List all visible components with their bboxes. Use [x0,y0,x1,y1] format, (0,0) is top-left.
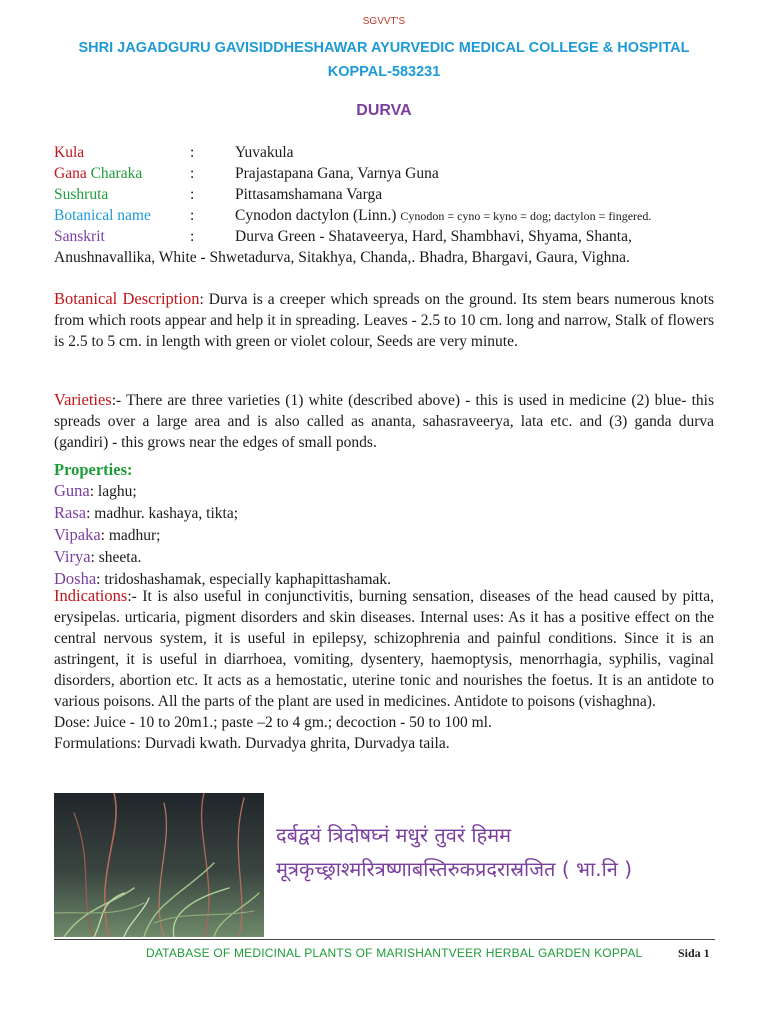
dose-line: Dose: Juice - 10 to 20m1.; paste –2 to 4 gm.; decoction - 50 to 100 ml. [54,714,492,731]
properties [54,459,714,590]
sanskrit-label: Sanskrit [54,228,105,245]
vipaka-row [54,524,714,546]
gana-value: Prajastapana Gana, Varnya Guna [235,165,439,182]
sanskrit-value: Durva Green - Shataveerya, Hard, Shambhavi, Shyama, Shanta, [235,228,632,245]
guna-row [54,480,714,502]
vipaka-value: : madhur; [100,527,161,544]
college-name [0,36,768,84]
varieties-label: Varieties [54,390,112,409]
separator: : [190,144,195,161]
vipaka-label: Vipaka [54,525,101,544]
kula-label: Kula [54,144,85,161]
indications-text: :- It is also useful in conjunctivitis, burning sensation, diseases of the head caused by pitta, erysipelas. urticaria, pigment disorders and skin diseases. Internal uses: As it has a positive effect on the central nervous system, it is useful in epilepsy, schizophrenia and painful conditions. Since it is an astringent, it is useful in diarrhoea, vomiting, dysentery, haemoptysis, menorrhagia, syphilis, vaginal disorders, abortion etc. It acts as a hemostatic, uterine tonic and nourishes the foetus. It is an antidote to various poisons. All the parts of the plant are used in medicines. Antidote to poisons (vishaghna). [54,588,714,710]
botanical-name-value: Cynodon dactylon (Linn.) [235,207,397,224]
botanical-name-note: Cynodon = cyno = kyno = dog; dactylon = fingered. [400,209,652,223]
virya-label: Virya [54,547,91,566]
shloka-line-1: दर्बद्वयं त्रिदोषघ्नं मधुरं तुवरं हिमम [276,823,512,847]
sanskrit-shloka [276,818,716,886]
charaka-label: Charaka [86,165,143,182]
sanskrit-row [54,226,724,247]
sushruta-row [54,184,724,205]
indications [54,585,714,754]
dosha-value: : tridoshashamak, especially kaphapittashamak. [96,571,392,588]
rasa-value: : madhur. kashaya, tikta; [86,505,239,522]
kula-value: Yuvakula [235,144,294,161]
indications-label: Indications [54,586,128,605]
separator: : [190,186,195,203]
guna-label: Guna [54,481,90,500]
footer-divider [54,939,715,940]
gana-row [54,163,724,184]
properties-heading: Properties: [54,460,133,479]
separator: : [190,165,195,182]
virya-row [54,546,714,568]
kula-row [54,142,724,163]
botanical-name-label: Botanical name [54,207,151,224]
durva-grass-photo [54,793,264,937]
rasa-row [54,502,714,524]
page-number: Sida 1 [678,946,710,960]
botanical-description [54,288,714,352]
college-line-2: KOPPAL-583231 [327,64,441,80]
footer-database-title: DATABASE OF MEDICINAL PLANTS OF MARISHANTVEER HERBAL GARDEN KOPPAL [146,946,643,960]
virya-value: : sheeta. [90,549,142,566]
sanskrit-continuation: Anushnavallika, White - Shwetadurva, Sitakhya, Chanda,. Bhadra, Bhargavi, Gaura, Vighna. [54,249,630,266]
separator: : [190,228,195,245]
sushruta-label: Sushruta [54,186,109,203]
botanical-description-text: : Durva is a creeper which spreads on the ground. Its stem bears numerous knots from which roots appear and help it in spreading. Leaves - 2.5 to 10 cm. long and narrow, Stalk of flowers is 2.5 to 5 cm. in length with green or violet colour, Seeds are very minute. [54,291,714,350]
org-short-name: SGVVT'S [362,16,406,27]
rasa-label: Rasa [54,503,87,522]
formulations-line: Formulations: Durvadi kwath. Durvadya ghrita, Durvadya taila. [54,735,450,752]
separator: : [190,207,195,224]
botanical-description-label: Botanical Description [54,289,200,308]
guna-value: : laghu; [89,483,137,500]
dosha-label: Dosha [54,569,97,588]
sushruta-value: Pittasamshamana Varga [235,186,383,203]
plant-title: DURVA [356,102,412,119]
college-line-1: SHRI JAGADGURU GAVISIDDHESHAWAR AYURVEDIC MEDICAL COLLEGE & HOSPITAL [78,40,690,56]
varieties [54,389,714,453]
gana-label: Gana [54,165,87,182]
shloka-line-2: मूत्रकृच्छ्राश्मरित्रष्णाबस्तिरुकप्रदरास्रजित ( भा.नि ) [276,857,633,881]
botanical-name-row [54,205,724,227]
varieties-text: :- There are three varieties (1) white (described above) - this is used in medicine (2) blue- this spreads over a large area and is also called as ananta, sahasraveerya, lata etc. and (3) ganda durva (gandiri) - this grows near the edges of small ponds. [54,392,714,451]
